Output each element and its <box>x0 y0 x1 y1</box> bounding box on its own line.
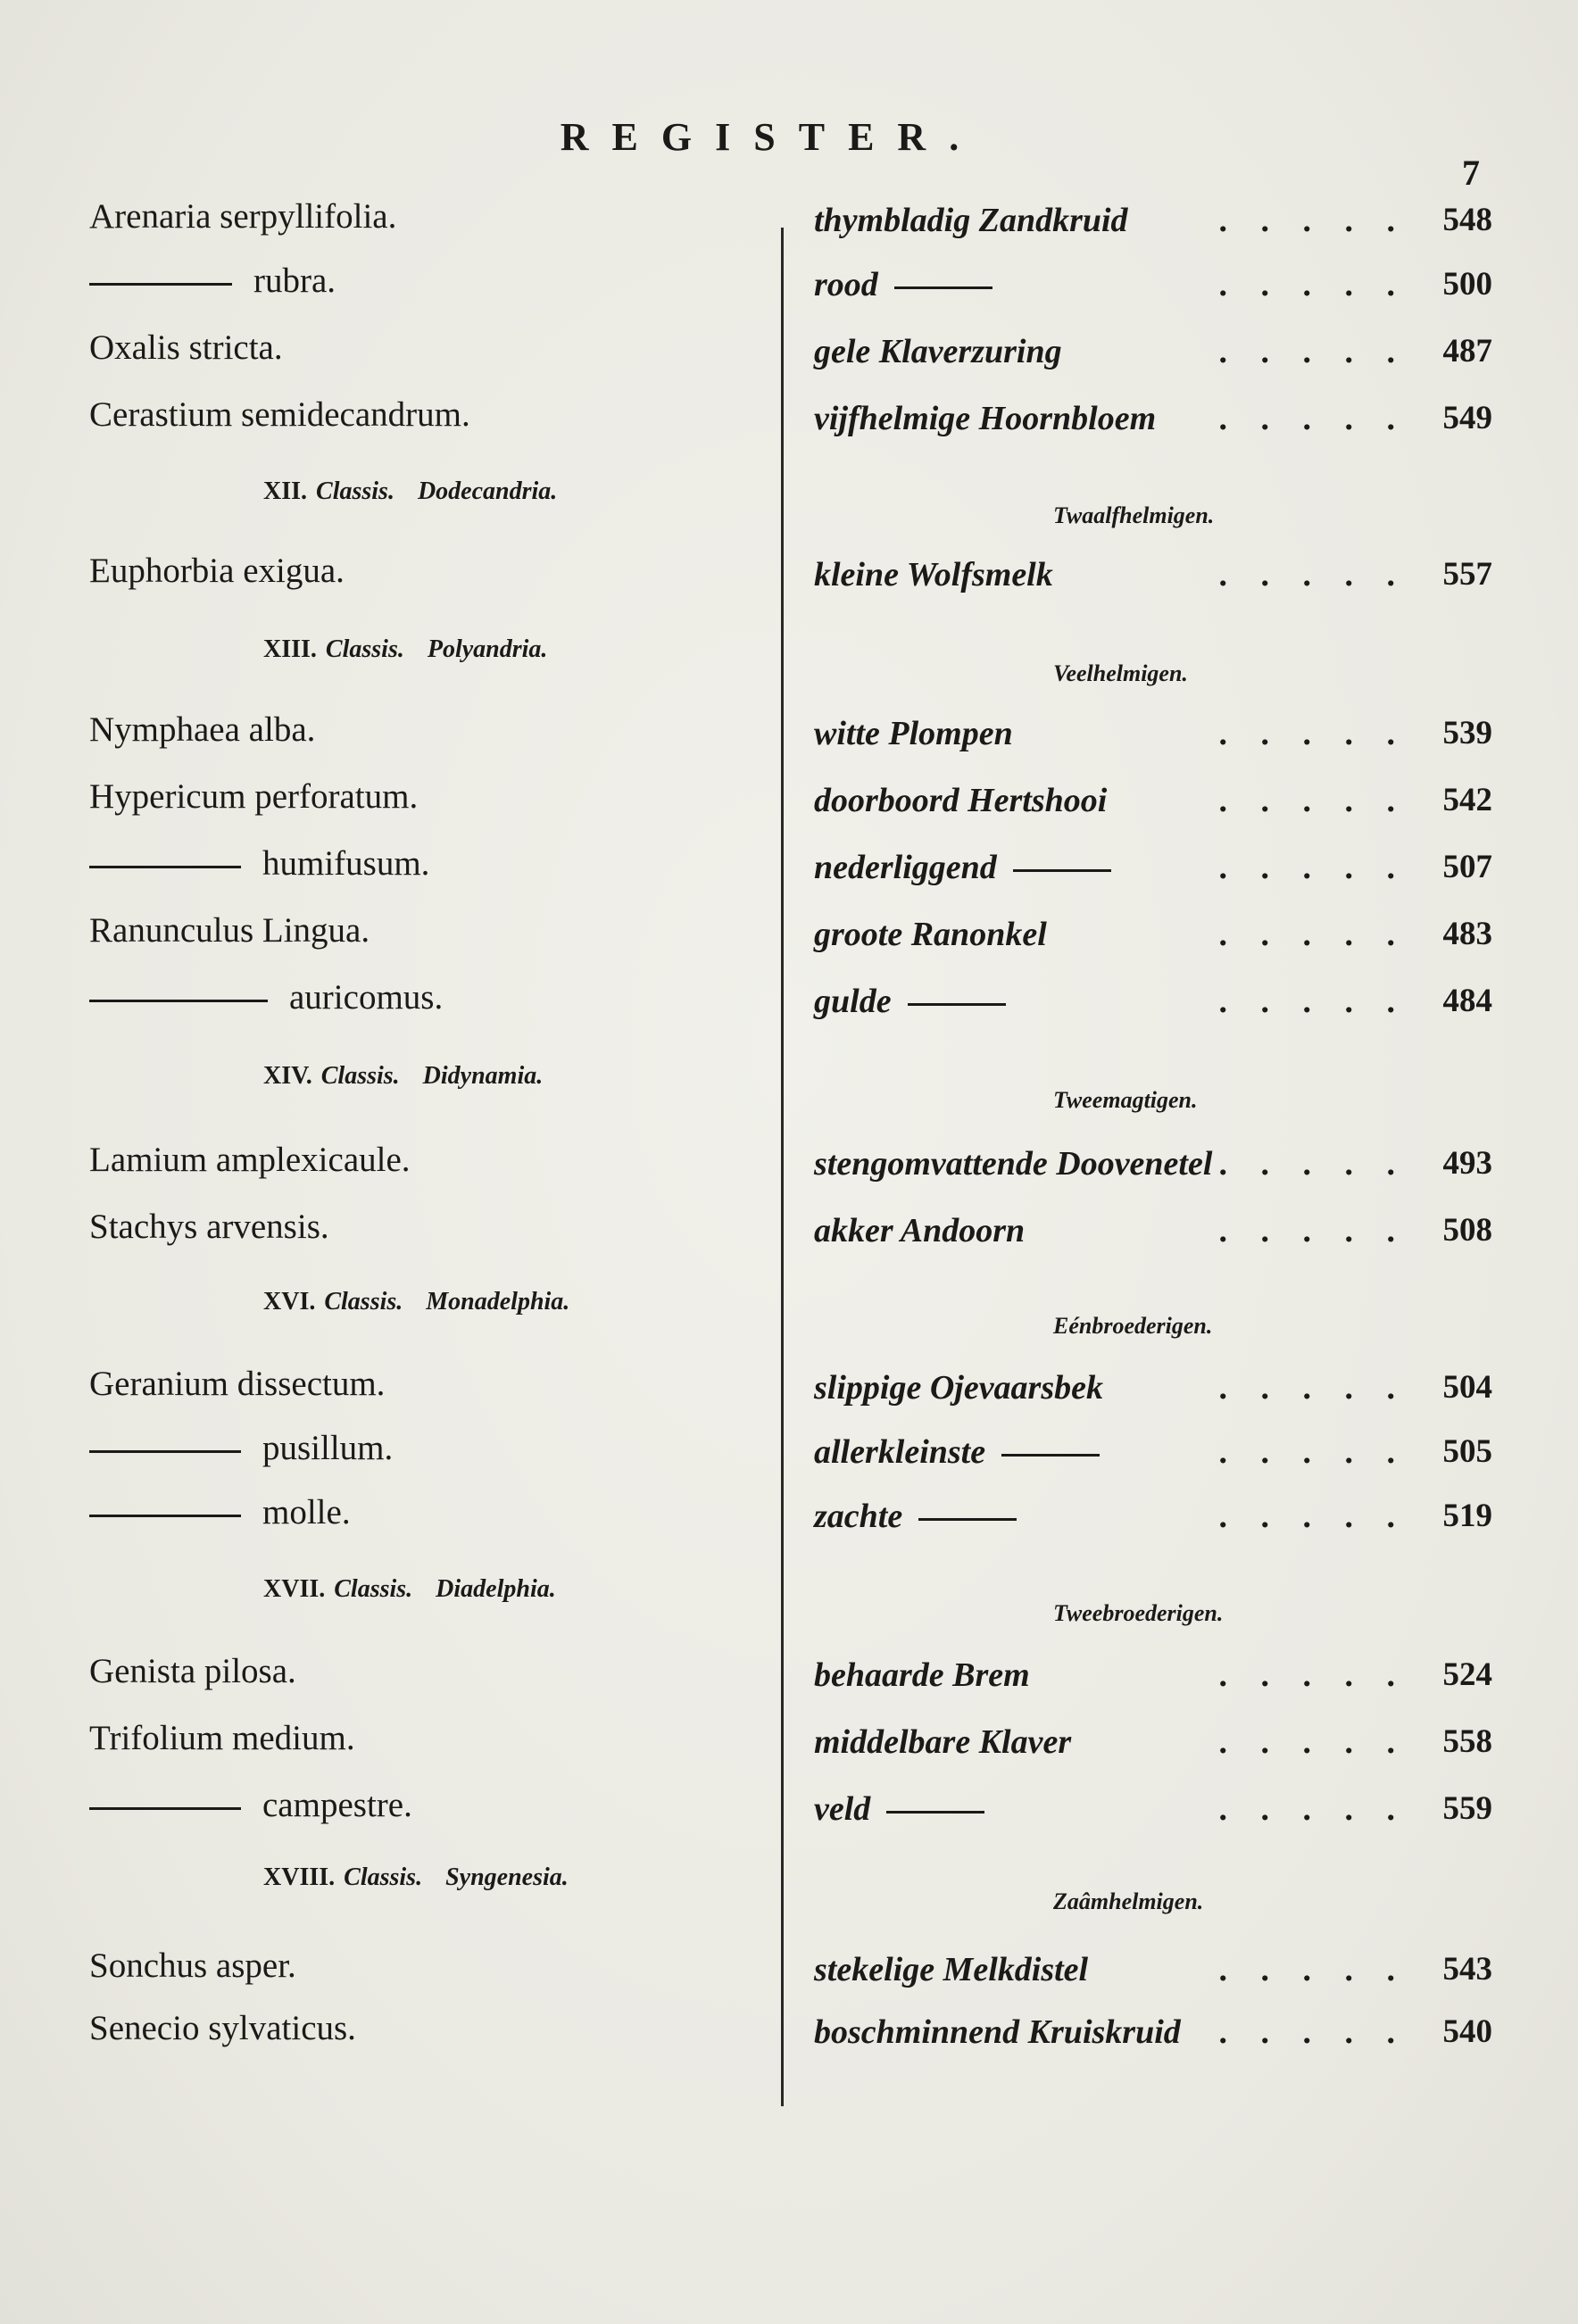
page-reference: 519 <box>1442 1498 1492 1534</box>
dot-leader: . . . . . <box>1218 1212 1408 1249</box>
page-reference: 543 <box>1442 1951 1492 1988</box>
dot-leader: . . . . . <box>1218 400 1408 437</box>
class-name: Diadelphia. <box>436 1575 556 1603</box>
latin-name-row <box>89 977 768 1017</box>
latin-name: Senecio sylvaticus. <box>89 2009 356 2047</box>
latin-name: Ranunculus Lingua. <box>89 911 370 950</box>
page-number: 7 <box>1462 153 1480 193</box>
latin-name-row <box>89 261 768 301</box>
dutch-name-row <box>814 201 1492 240</box>
class-heading <box>263 477 763 506</box>
dutch-class-heading: Tweemagtigen. <box>1053 1087 1198 1113</box>
latin-name: Geranium dissectum. <box>89 1365 386 1403</box>
dutch-name: witte Plompen <box>814 715 1013 752</box>
ditto-dash <box>894 286 992 289</box>
latin-name: Sonchus asper. <box>89 1946 296 1985</box>
dutch-name-row <box>814 1144 1492 1183</box>
dutch-name: boschminnend Kruiskruid <box>814 2013 1181 2051</box>
latin-name-row <box>89 1364 768 1404</box>
latin-name-row <box>89 1785 768 1825</box>
page-reference: 483 <box>1442 916 1492 952</box>
ditto-dash <box>89 866 241 868</box>
dot-leader: . . . . . <box>1218 202 1408 239</box>
latin-name-row <box>89 1140 768 1180</box>
dutch-name-row <box>814 332 1492 371</box>
dot-leader: . . . . . <box>1218 1951 1408 1988</box>
dutch-name: rood <box>814 266 878 303</box>
dutch-name-row <box>814 714 1492 753</box>
latin-name-row <box>89 394 768 435</box>
latin-name-row <box>89 551 768 591</box>
latin-name: auricomus. <box>289 978 444 1017</box>
ditto-dash <box>908 1003 1006 1006</box>
latin-name-row <box>89 776 768 817</box>
class-word: Classis. <box>325 635 404 663</box>
latin-name: Genista pilosa. <box>89 1652 296 1690</box>
latin-name-row <box>89 1428 768 1468</box>
class-word: Classis. <box>316 477 394 505</box>
ditto-dash <box>1013 869 1111 872</box>
dot-leader: . . . . . <box>1218 1656 1408 1694</box>
dutch-name-row <box>814 1950 1492 1989</box>
dutch-name-row <box>814 1432 1492 1472</box>
page-reference: 549 <box>1442 400 1492 436</box>
dutch-name-row <box>814 2013 1492 2052</box>
dutch-name: vijfhelmige Hoornbloem <box>814 400 1157 437</box>
dot-leader: . . . . . <box>1218 1723 1408 1761</box>
dot-leader: . . . . . <box>1218 983 1408 1020</box>
dot-leader: . . . . . <box>1218 1498 1408 1535</box>
class-number: XVIII. <box>263 1863 336 1891</box>
page-reference: 542 <box>1442 782 1492 818</box>
dot-leader: . . . . . <box>1218 1790 1408 1828</box>
dutch-name-row <box>814 848 1492 887</box>
dutch-name-row <box>814 555 1492 594</box>
ditto-dash <box>886 1811 984 1814</box>
dutch-name-row <box>814 399 1492 438</box>
ditto-dash <box>89 1450 241 1453</box>
dutch-name-row <box>814 1656 1492 1695</box>
page-reference: 487 <box>1442 333 1492 369</box>
dutch-class-heading: Zaâmhelmigen. <box>1053 1888 1204 1914</box>
dutch-name: gulde <box>814 983 892 1020</box>
latin-name: Hypericum perforatum. <box>89 777 419 816</box>
dutch-name-row <box>814 781 1492 820</box>
dutch-name: stekelige Melkdistel <box>814 1951 1089 1988</box>
class-name: Polyandria. <box>427 635 548 663</box>
dutch-class-heading: Tweebroederigen. <box>1053 1600 1224 1626</box>
dutch-class-heading: Veelhelmigen. <box>1053 660 1188 686</box>
dutch-name-row <box>814 915 1492 954</box>
page-reference: 508 <box>1442 1212 1492 1249</box>
page-reference: 557 <box>1442 556 1492 593</box>
page-title: REGISTER. <box>560 115 983 159</box>
page-reference: 524 <box>1442 1656 1492 1693</box>
dutch-name: stengomvattende Doovenetel <box>814 1145 1213 1183</box>
class-name: Monadelphia. <box>426 1288 570 1316</box>
class-heading <box>263 1863 763 1892</box>
latin-name: Trifolium medium. <box>89 1719 355 1757</box>
dot-leader: . . . . . <box>1218 916 1408 953</box>
ditto-dash <box>89 1807 241 1810</box>
latin-name-row <box>89 1207 768 1247</box>
page-reference: 540 <box>1442 2013 1492 2050</box>
dutch-name-row <box>814 1497 1492 1536</box>
class-number: XIV. <box>263 1062 312 1090</box>
dot-leader: . . . . . <box>1218 266 1408 303</box>
class-number: XIII. <box>263 635 317 663</box>
ditto-dash <box>89 1000 268 1002</box>
class-name: Dodecandria. <box>417 477 558 505</box>
page-reference: 505 <box>1442 1433 1492 1470</box>
dutch-name: kleine Wolfsmelk <box>814 556 1053 593</box>
dot-leader: . . . . . <box>1218 1145 1408 1183</box>
class-number: XVII. <box>263 1575 326 1603</box>
page-reference: 539 <box>1442 715 1492 751</box>
ditto-dash <box>1001 1454 1100 1457</box>
latin-name: Arenaria serpyllifolia. <box>89 197 397 236</box>
latin-name-row <box>89 2008 768 2048</box>
latin-name: pusillum. <box>262 1429 394 1467</box>
dutch-name: gele Klaverzuring <box>814 333 1062 370</box>
latin-name: Stachys arvensis. <box>89 1208 329 1246</box>
dutch-class-heading: Eénbroederigen. <box>1053 1313 1213 1339</box>
page-reference: 558 <box>1442 1723 1492 1760</box>
page-reference: 484 <box>1442 983 1492 1019</box>
latin-name: rubra. <box>253 261 336 300</box>
ditto-dash <box>89 283 232 286</box>
latin-name-row <box>89 843 768 884</box>
latin-name: Nymphaea alba. <box>89 710 316 749</box>
latin-name-row <box>89 196 768 237</box>
latin-name-row <box>89 710 768 750</box>
class-heading <box>263 635 763 664</box>
class-word: Classis. <box>320 1062 400 1090</box>
page-reference: 504 <box>1442 1369 1492 1406</box>
dot-leader: . . . . . <box>1218 1369 1408 1407</box>
latin-name-row <box>89 1718 768 1758</box>
dot-leader: . . . . . <box>1218 715 1408 752</box>
dutch-name: middelbare Klaver <box>814 1723 1072 1761</box>
class-number: XII. <box>263 477 308 505</box>
class-name: Syngenesia. <box>445 1863 569 1891</box>
latin-name-row <box>89 910 768 950</box>
dutch-name-row <box>814 265 1492 304</box>
dutch-name-row <box>814 1368 1492 1407</box>
dot-leader: . . . . . <box>1218 782 1408 819</box>
latin-name: Cerastium semidecandrum. <box>89 395 470 434</box>
dot-leader: . . . . . <box>1218 1433 1408 1471</box>
dutch-name-row <box>814 982 1492 1021</box>
page-reference: 493 <box>1442 1145 1492 1182</box>
class-number: XVI. <box>263 1288 316 1316</box>
ditto-dash <box>918 1518 1017 1521</box>
class-heading <box>263 1288 763 1316</box>
class-name: Didynamia. <box>422 1062 544 1090</box>
latin-name: Euphorbia exigua. <box>89 552 345 590</box>
dot-leader: . . . . . <box>1218 2013 1408 2051</box>
latin-name-row <box>89 1651 768 1691</box>
dutch-name: akker Andoorn <box>814 1212 1026 1249</box>
dutch-name-row <box>814 1211 1492 1250</box>
dutch-name: slippige Ojevaarsbek <box>814 1369 1104 1407</box>
dutch-name: thymbladig Zandkruid <box>814 202 1128 239</box>
class-word: Classis. <box>334 1575 413 1603</box>
dutch-name: behaarde Brem <box>814 1656 1030 1694</box>
latin-name-row <box>89 328 768 368</box>
class-heading <box>263 1575 763 1604</box>
dot-leader: . . . . . <box>1218 556 1408 593</box>
page-reference: 548 <box>1442 202 1492 238</box>
class-word: Classis. <box>344 1863 423 1891</box>
dutch-name: allerkleinste <box>814 1433 986 1471</box>
latin-name: Oxalis stricta. <box>89 328 283 367</box>
latin-name-row <box>89 1492 768 1532</box>
page-reference: 500 <box>1442 266 1492 303</box>
dutch-name: doorboord Hertshooi <box>814 782 1108 819</box>
dutch-name: nederliggend <box>814 849 997 886</box>
dutch-name: veld <box>814 1790 871 1828</box>
dutch-name: zachte <box>814 1498 903 1535</box>
dot-leader: . . . . . <box>1218 333 1408 370</box>
dutch-name-row <box>814 1789 1492 1829</box>
latin-name: Lamium amplexicaule. <box>89 1141 411 1179</box>
latin-name: humifusum. <box>262 844 430 883</box>
dutch-name-row <box>814 1722 1492 1762</box>
latin-name: molle. <box>262 1493 351 1531</box>
dutch-class-heading: Twaalfhelmigen. <box>1053 502 1215 528</box>
class-heading <box>263 1062 763 1091</box>
page-reference: 559 <box>1442 1790 1492 1827</box>
dutch-name: groote Ranonkel <box>814 916 1047 953</box>
column-divider <box>781 228 784 2106</box>
latin-name: campestre. <box>262 1786 412 1824</box>
ditto-dash <box>89 1515 241 1517</box>
dot-leader: . . . . . <box>1218 849 1408 886</box>
class-word: Classis. <box>324 1288 403 1316</box>
page-reference: 507 <box>1442 849 1492 885</box>
latin-name-row <box>89 1946 768 1986</box>
